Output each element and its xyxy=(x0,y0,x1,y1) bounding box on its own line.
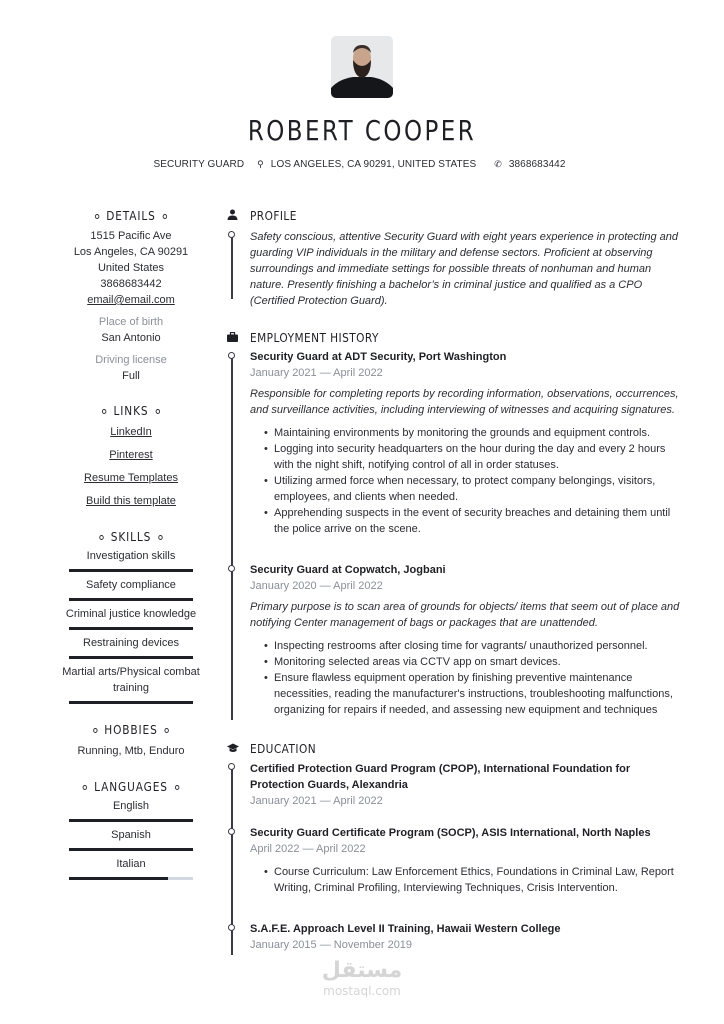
dot-icon xyxy=(156,409,160,414)
section-title-profile: PROFILE xyxy=(250,209,297,223)
details-phone: 3868683442 xyxy=(100,278,162,290)
dot-icon xyxy=(165,728,169,733)
watermark-latin: mostaql.com xyxy=(323,984,401,998)
language-level-bar xyxy=(69,877,193,880)
education-entry xyxy=(250,826,686,896)
education-section xyxy=(226,740,686,953)
profile-photo xyxy=(331,36,393,98)
phone-text: 3868683442 xyxy=(508,159,566,170)
graduation-cap-icon xyxy=(226,743,239,756)
links-section xyxy=(57,402,205,509)
timeline-line xyxy=(231,233,233,299)
details-section xyxy=(57,207,205,384)
main-content xyxy=(226,207,686,953)
job-dates: January 2020 — April 2022 xyxy=(250,580,383,592)
subheader xyxy=(0,159,724,170)
timeline-line xyxy=(231,354,233,720)
timeline-node xyxy=(228,231,235,238)
language-label: Spanish xyxy=(111,829,151,841)
candidate-name: ROBERT COOPER xyxy=(247,114,477,147)
language-item xyxy=(57,822,205,851)
bullet-item: • Logging into security headquarters on the hour during the day and every 2 hours with the night shift, notifying control of all in order statuses. xyxy=(264,441,686,473)
education-dates: January 2015 — November 2019 xyxy=(250,939,413,951)
skill-level-bar xyxy=(69,701,193,704)
skill-item xyxy=(57,601,205,630)
bullet-item: • Inspecting restrooms after closing time for vagrants/ unauthorized personnel. xyxy=(264,638,686,654)
place-of-birth-label: Place of birth xyxy=(98,316,164,328)
section-header-profile xyxy=(226,207,686,225)
language-item xyxy=(57,796,205,822)
section-title-education: EDUCATION xyxy=(250,742,317,756)
education-body xyxy=(226,761,686,953)
job-title: SECURITY GUARD xyxy=(153,159,245,170)
job-entry xyxy=(250,350,686,537)
languages-section xyxy=(57,778,205,880)
skills-section xyxy=(57,528,205,704)
skill-item xyxy=(57,572,205,601)
skill-label: Criminal justice knowledge xyxy=(65,608,197,620)
education-title: Certified Protection Guard Program (CPOP), International Foundation for Protection Guards, Alexandria xyxy=(250,763,631,791)
bullet-item: • Ensure flawless equipment operation by finishing preventive maintenance necessities, reading the manufacturer's instructions, troubleshooting malfunctions, organizing for repairs if needed, and assessing new equipment and techniques xyxy=(264,670,686,718)
bullet-item: • Monitoring selected areas via CCTV app on smart devices. xyxy=(264,654,686,670)
timeline-node xyxy=(228,565,235,572)
driving-license-label: Driving license xyxy=(95,354,167,366)
map-pin-icon: ⚲ xyxy=(257,159,264,169)
watermark-arabic: مستقل xyxy=(321,958,403,983)
job-entry xyxy=(250,563,686,718)
hobbies-text: Running, Mtb, Enduro xyxy=(77,745,185,757)
dot-icon xyxy=(83,785,87,790)
section-title-languages: LANGUAGES xyxy=(66,778,196,796)
education-entry xyxy=(250,922,686,953)
dot-icon xyxy=(95,214,99,219)
bullet-item: • Apprehending suspects in the event of security breaches and detaining them until the police arrive on the scene. xyxy=(264,505,686,537)
phone-icon: ✆ xyxy=(494,159,502,169)
dot-icon xyxy=(102,409,106,414)
bullet-item: • Utilizing armed force when necessary, to protect company belongings, visitors, employees, and clients when needed. xyxy=(264,473,686,505)
skill-item xyxy=(57,630,205,659)
job-summary: Primary purpose is to scan area of grounds for objects/ items that seem out of place and notifying Center management of bags or packages that are unattended. xyxy=(250,601,680,629)
section-title-links: LINKS xyxy=(66,402,196,420)
section-title-skills: SKILLS xyxy=(66,528,196,546)
profile-text: Safety conscious, attentive Security Guard with eight years experience in protecting and guarding VIP individuals in the military and defense sectors. Proficient at observing surroundings and immediate settings for possible threats of nonhuman and human nature. Presently finishing a bachelor’s in criminal justice and qualified as a CPO (Certified Protection Guard). xyxy=(250,231,679,307)
profile-section xyxy=(226,207,686,309)
education-dates: January 2021 — April 2022 xyxy=(250,795,383,807)
education-entry xyxy=(250,761,686,809)
address-line1: 1515 Pacific Ave xyxy=(90,230,172,242)
bullet-item: • Maintaining environments by monitoring the grounds and equipment controls. xyxy=(264,425,686,441)
dot-icon xyxy=(93,728,97,733)
phone xyxy=(494,159,570,170)
timeline-node xyxy=(228,924,235,931)
location-text: LOS ANGELES, CA 90291, UNITED STATES xyxy=(270,159,477,170)
person-icon xyxy=(226,209,239,223)
section-title-details: DETAILS xyxy=(66,207,196,225)
job-bullets xyxy=(264,425,686,537)
driving-license: Full xyxy=(122,370,140,382)
address-line2: Los Angeles, CA 90291 xyxy=(73,246,189,258)
timeline-node xyxy=(228,763,235,770)
section-title-employment: EMPLOYMENT HISTORY xyxy=(250,331,379,345)
place-of-birth: San Antonio xyxy=(101,332,161,344)
briefcase-icon xyxy=(226,332,239,345)
language-item xyxy=(57,851,205,880)
link-resume-templates[interactable]: Resume Templates xyxy=(84,472,178,484)
hobbies-section xyxy=(57,721,205,759)
bullet-item: • Course Curriculum: Law Enforcement Ethics, Foundations in Criminal Law, Report Writing, Criminal Profiling, Interviewing Techniques, Crisis Intervention. xyxy=(264,864,686,896)
job-dates: January 2021 — April 2022 xyxy=(250,367,383,379)
language-level-fill xyxy=(69,877,168,880)
skill-label: Safety compliance xyxy=(86,579,176,591)
skill-label: Investigation skills xyxy=(86,550,176,562)
avatar-icon xyxy=(331,36,393,98)
job-summary: Responsible for completing reports by recording information, observations, occurrences, and surveillance activities, including interviewing of witnesses and acquiring signatures. xyxy=(250,388,679,416)
skill-label: Restraining devices xyxy=(83,637,179,649)
education-title: Security Guard Certificate Program (SOCP), ASIS International, North Naples xyxy=(250,827,651,839)
dot-icon xyxy=(163,214,167,219)
link-build-template[interactable]: Build this template xyxy=(86,495,176,507)
link-linkedin[interactable]: LinkedIn xyxy=(110,426,152,438)
education-bullets xyxy=(264,864,686,896)
dot-icon xyxy=(158,535,162,540)
profile-body xyxy=(226,229,686,309)
skill-item xyxy=(57,546,205,572)
section-header-education xyxy=(226,740,686,758)
employment-body xyxy=(226,350,686,718)
language-label: English xyxy=(112,800,150,812)
location xyxy=(257,159,481,170)
timeline-node xyxy=(228,828,235,835)
dot-icon xyxy=(175,785,179,790)
section-header-employment xyxy=(226,329,686,347)
education-dates: April 2022 — April 2022 xyxy=(250,843,366,855)
education-title: S.A.F.E. Approach Level II Training, Hawaii Western College xyxy=(250,923,561,935)
email-link[interactable]: email@email.com xyxy=(87,294,175,306)
language-label: Italian xyxy=(116,858,146,870)
employment-section xyxy=(226,329,686,718)
watermark xyxy=(312,958,412,998)
dot-icon xyxy=(99,535,103,540)
job-title: Security Guard at ADT Security, Port Washington xyxy=(250,351,507,363)
sidebar xyxy=(57,207,205,880)
section-title-hobbies: HOBBIES xyxy=(66,721,196,739)
skill-item xyxy=(57,659,205,704)
job-title: Security Guard at Copwatch, Jogbani xyxy=(250,564,446,576)
timeline-node xyxy=(228,352,235,359)
link-pinterest[interactable]: Pinterest xyxy=(109,449,153,461)
country: United States xyxy=(97,262,165,274)
skill-label: Martial arts/Physical combat training xyxy=(62,666,200,694)
job-bullets xyxy=(264,638,686,718)
